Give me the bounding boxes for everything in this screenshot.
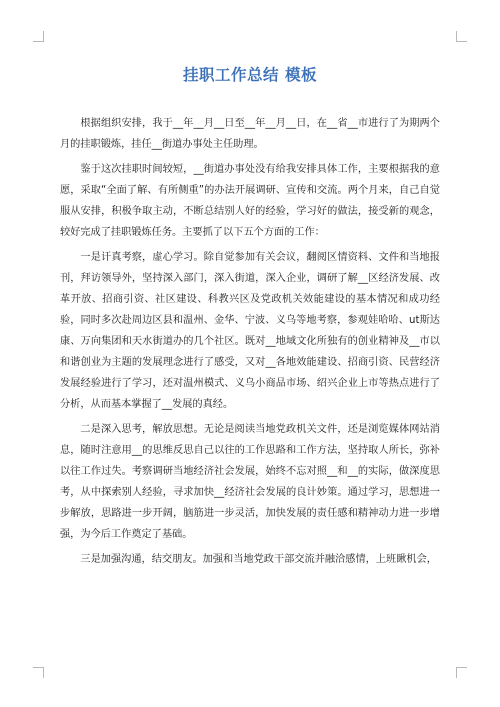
document-title: 挂职工作总结 模板 (183, 66, 317, 84)
paragraph-point-three: 三是加强沟通，结交朋友。加强和当地党政干部交流并融洽感情，上班瞅机会， (80, 554, 437, 565)
crop-mark-bottom-left (33, 667, 44, 678)
paragraph-overview: 鉴于这次挂职时间较短，__街道办事处没有给我安排具体工作，主要根据我的意愿，采取“全面了解、有所侧重”的办法开展调研、宣传和交流。两个月来，自己自觉服从安排，积极争取主动，不断总结别人好的经验，学习好的做法，接受新的观念，较好完成了挂职锻炼任务。主要抓了以下五个方面的工作： (60, 164, 440, 238)
document-body (60, 113, 440, 574)
paragraph-point-two: 二是深入思考，解放思想。无论是阅读当地党政机关文件，还是浏览媒体网站消息，随时注意用__的思维反思自己以往的工作思路和工作方法，坚持取人所长，弥补以往工作过失。考察调研当地经济社会发展，始终不忘对照__和__的实际，做深度思考，从中探索别人经验，寻求加快__经济社会发展的良计妙策。通过学习，思想进一步解放，思路进一步开阔，脑筋进一步灵活，加快发展的责任感和精神动力进一步增强，为今后工作奠定了基础。 (60, 424, 440, 540)
paragraph-point-one: 一是讦真考察，虚心学习。除自觉参加有关会议，翻阅区情资料、文件和当地报刊，拜访领导外，坚持深入部门，深入街道，深入企业，调研了解__区经济发展、改革开放、招商引资、社区建设、科教兴区及党政机关效能建设的基本情况和成功经验，同时多次赴周边区县和温州、金华、宁波、义乌等地考察，参观娃哈哈、ut斯达康、万向集团和天水街道办的几个社区。既对__地域文化所独有的创业精神及__市以和谐创业为主题的发展理念进行了感受，又对__各地效能建设、招商引资、民营经济发展经验进行了学习，还对温州模式、义乌小商品市场、绍兴企业上市等热点进行了分析，从而基本掌握了__发展的真经。 (60, 252, 440, 410)
crop-mark-top-right (456, 31, 467, 42)
paragraph-intro: 根据组织安排，我于__年__月__日至__年__月__日，在__省__市进行了为期两个月的挂职锻炼，挂任__街道办事处主任助理。 (60, 118, 440, 150)
crop-mark-top-left (33, 31, 44, 42)
crop-mark-bottom-right (456, 667, 467, 678)
